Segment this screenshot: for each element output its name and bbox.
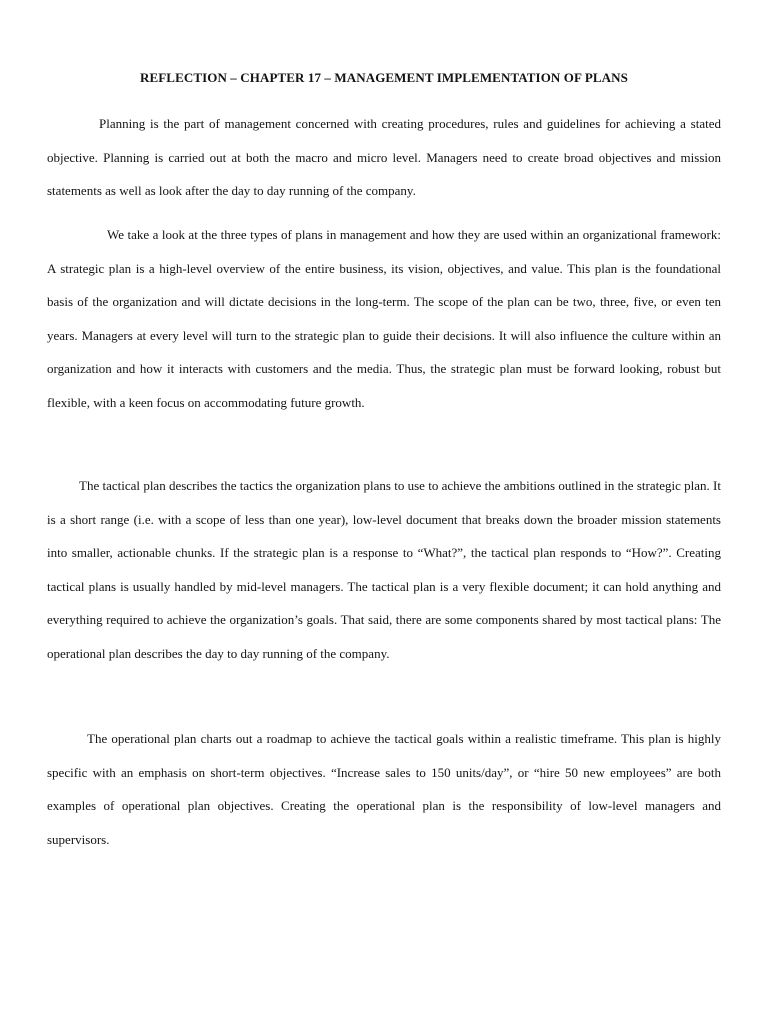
- paragraph-planning-intro: Planning is the part of management concerned with creating procedures, rules and guidelines for achieving a stated objective. Planning is carried out at both the macro and micro level. Managers need to create broad objectives and mission statements as well as look after the day to day running of the company.: [47, 116, 721, 198]
- document-title: REFLECTION – CHAPTER 17 – MANAGEMENT IMPLEMENTATION OF PLANS: [140, 70, 628, 85]
- paragraph-tactical-plan: The tactical plan describes the tactics the organization plans to use to achieve the ambitions outlined in the strategic plan. It is a short range (i.e. with a scope of less than one year), low-level document that breaks down the broader mission statements into smaller, actionable chunks. If the strategic plan is a response to “What?”, the tactical plan responds to “How?”. Creating tactical plans is usually handled by mid-level managers. The tactical plan is a very flexible document; it can hold anything and everything required to achieve the organization’s goals. That said, there are some components shared by most tactical plans: The operational plan describes the day to day running of the company.: [47, 478, 721, 661]
- paragraph-strategic-plan: We take a look at the three types of plans in management and how they are used within an organizational framework: A strategic plan is a high-level overview of the entire business, its vision, objectives, and value. This plan is the foundational basis of the organization and will dictate decisions in the long-term. The scope of the plan can be two, three, five, or even ten years. Managers at every level will turn to the strategic plan to guide their decisions. It will also influence the culture within an organization and how it interacts with customers and the media. Thus, the strategic plan must be forward looking, robust but flexible, with a keen focus on accommodating future growth.: [47, 227, 721, 410]
- paragraph-operational-plan: The operational plan charts out a roadmap to achieve the tactical goals within a realistic timeframe. This plan is highly specific with an emphasis on short-term objectives. “Increase sales to 150 units/day”, or “hire 50 new employees” are both examples of operational plan objectives. Creating the operational plan is the responsibility of low-level managers and supervisors.: [47, 731, 721, 847]
